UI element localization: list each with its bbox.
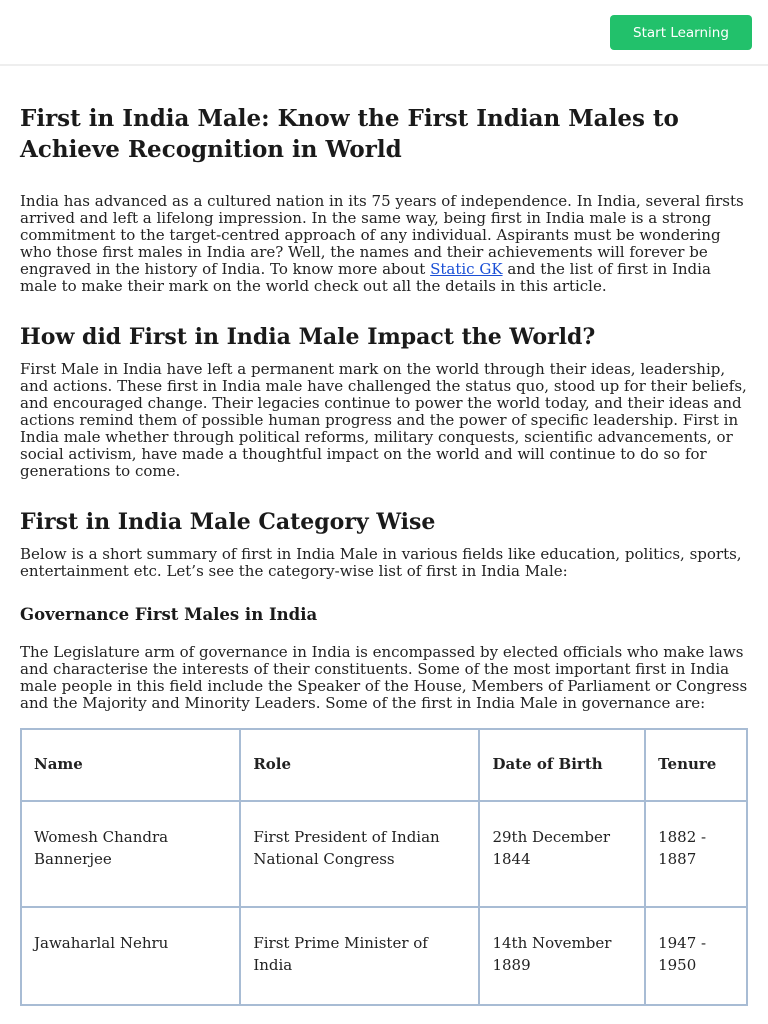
intro-text-start: India has advanced as a cultured nation in its 75 years of independence. In India, several firsts arrived and left a lifelong impression. In the same way, being first in India male is a strong commitment to the target-centred approach of any individual. Aspirants must be wondering who those first males in India are? Well, the names and their achievements will forever be engraved in the history of India. To know more about	[20, 192, 744, 278]
column-header-dob: Date of Birth	[479, 729, 645, 801]
cell-name: Jawaharlal Nehru	[21, 907, 240, 1005]
top-bar	[0, 0, 768, 66]
section-heading-impact: How did First in India Male Impact the World?	[20, 324, 596, 350]
cell-tenure: 1882 - 1887	[645, 801, 747, 907]
cell-tenure: 1947 - 1950	[645, 907, 747, 1005]
subsection-body-governance: The Legislature arm of governance in India is encompassed by elected officials who make laws and characterise the interests of their constituents. Some of the most important first in India male people in this field include the Speaker of the House, Members of Parliament or Congress and the Majority and Minority Leaders. Some of the first in India Male in governance are:	[20, 643, 748, 712]
governance-table	[20, 728, 748, 1006]
table-row	[21, 801, 747, 907]
subsection-heading-governance: Governance First Males in India	[20, 605, 318, 624]
cell-role: First President of Indian National Congress	[240, 801, 479, 907]
cell-name: Womesh Chandra Bannerjee	[21, 801, 240, 907]
cell-dob: 14th November 1889	[479, 907, 645, 1005]
start-learning-button[interactable]: Start Learning	[610, 15, 752, 50]
article-title: First in India Male: Know the First Indian Males to Achieve Recognition in World	[20, 105, 679, 163]
cell-dob: 29th December 1844	[479, 801, 645, 907]
static-gk-link[interactable]: Static GK	[430, 260, 503, 278]
column-header-tenure: Tenure	[645, 729, 747, 801]
cell-role: First Prime Minister of India	[240, 907, 479, 1005]
intro-paragraph	[20, 193, 748, 295]
table-row	[21, 907, 747, 1005]
column-header-role: Role	[240, 729, 479, 801]
section-body-impact: First Male in India have left a permanent mark on the world through their ideas, leadership, and actions. These first in India male have challenged the status quo, stood up for their beliefs, and encouraged change. Their legacies continue to power the world today, and their ideas and actions remind them of possible human progress and the power of specific leadership. First in India male whether through political reforms, military conquests, scientific advancements, or social activism, have made a thoughtful impact on the world and will continue to do so for generations to come.	[20, 360, 747, 480]
column-header-name: Name	[21, 729, 240, 801]
table-header-row	[21, 729, 747, 801]
intro-text-end: and the list of first in India male to make their mark on the world check out all the details in this article.	[20, 260, 711, 295]
section-heading-category: First in India Male Category Wise	[20, 509, 436, 535]
article	[0, 103, 768, 1006]
section-body-category: Below is a short summary of first in India Male in various fields like education, politics, sports, entertainment etc. Let’s see the category-wise list of first in India Male:	[20, 545, 742, 580]
